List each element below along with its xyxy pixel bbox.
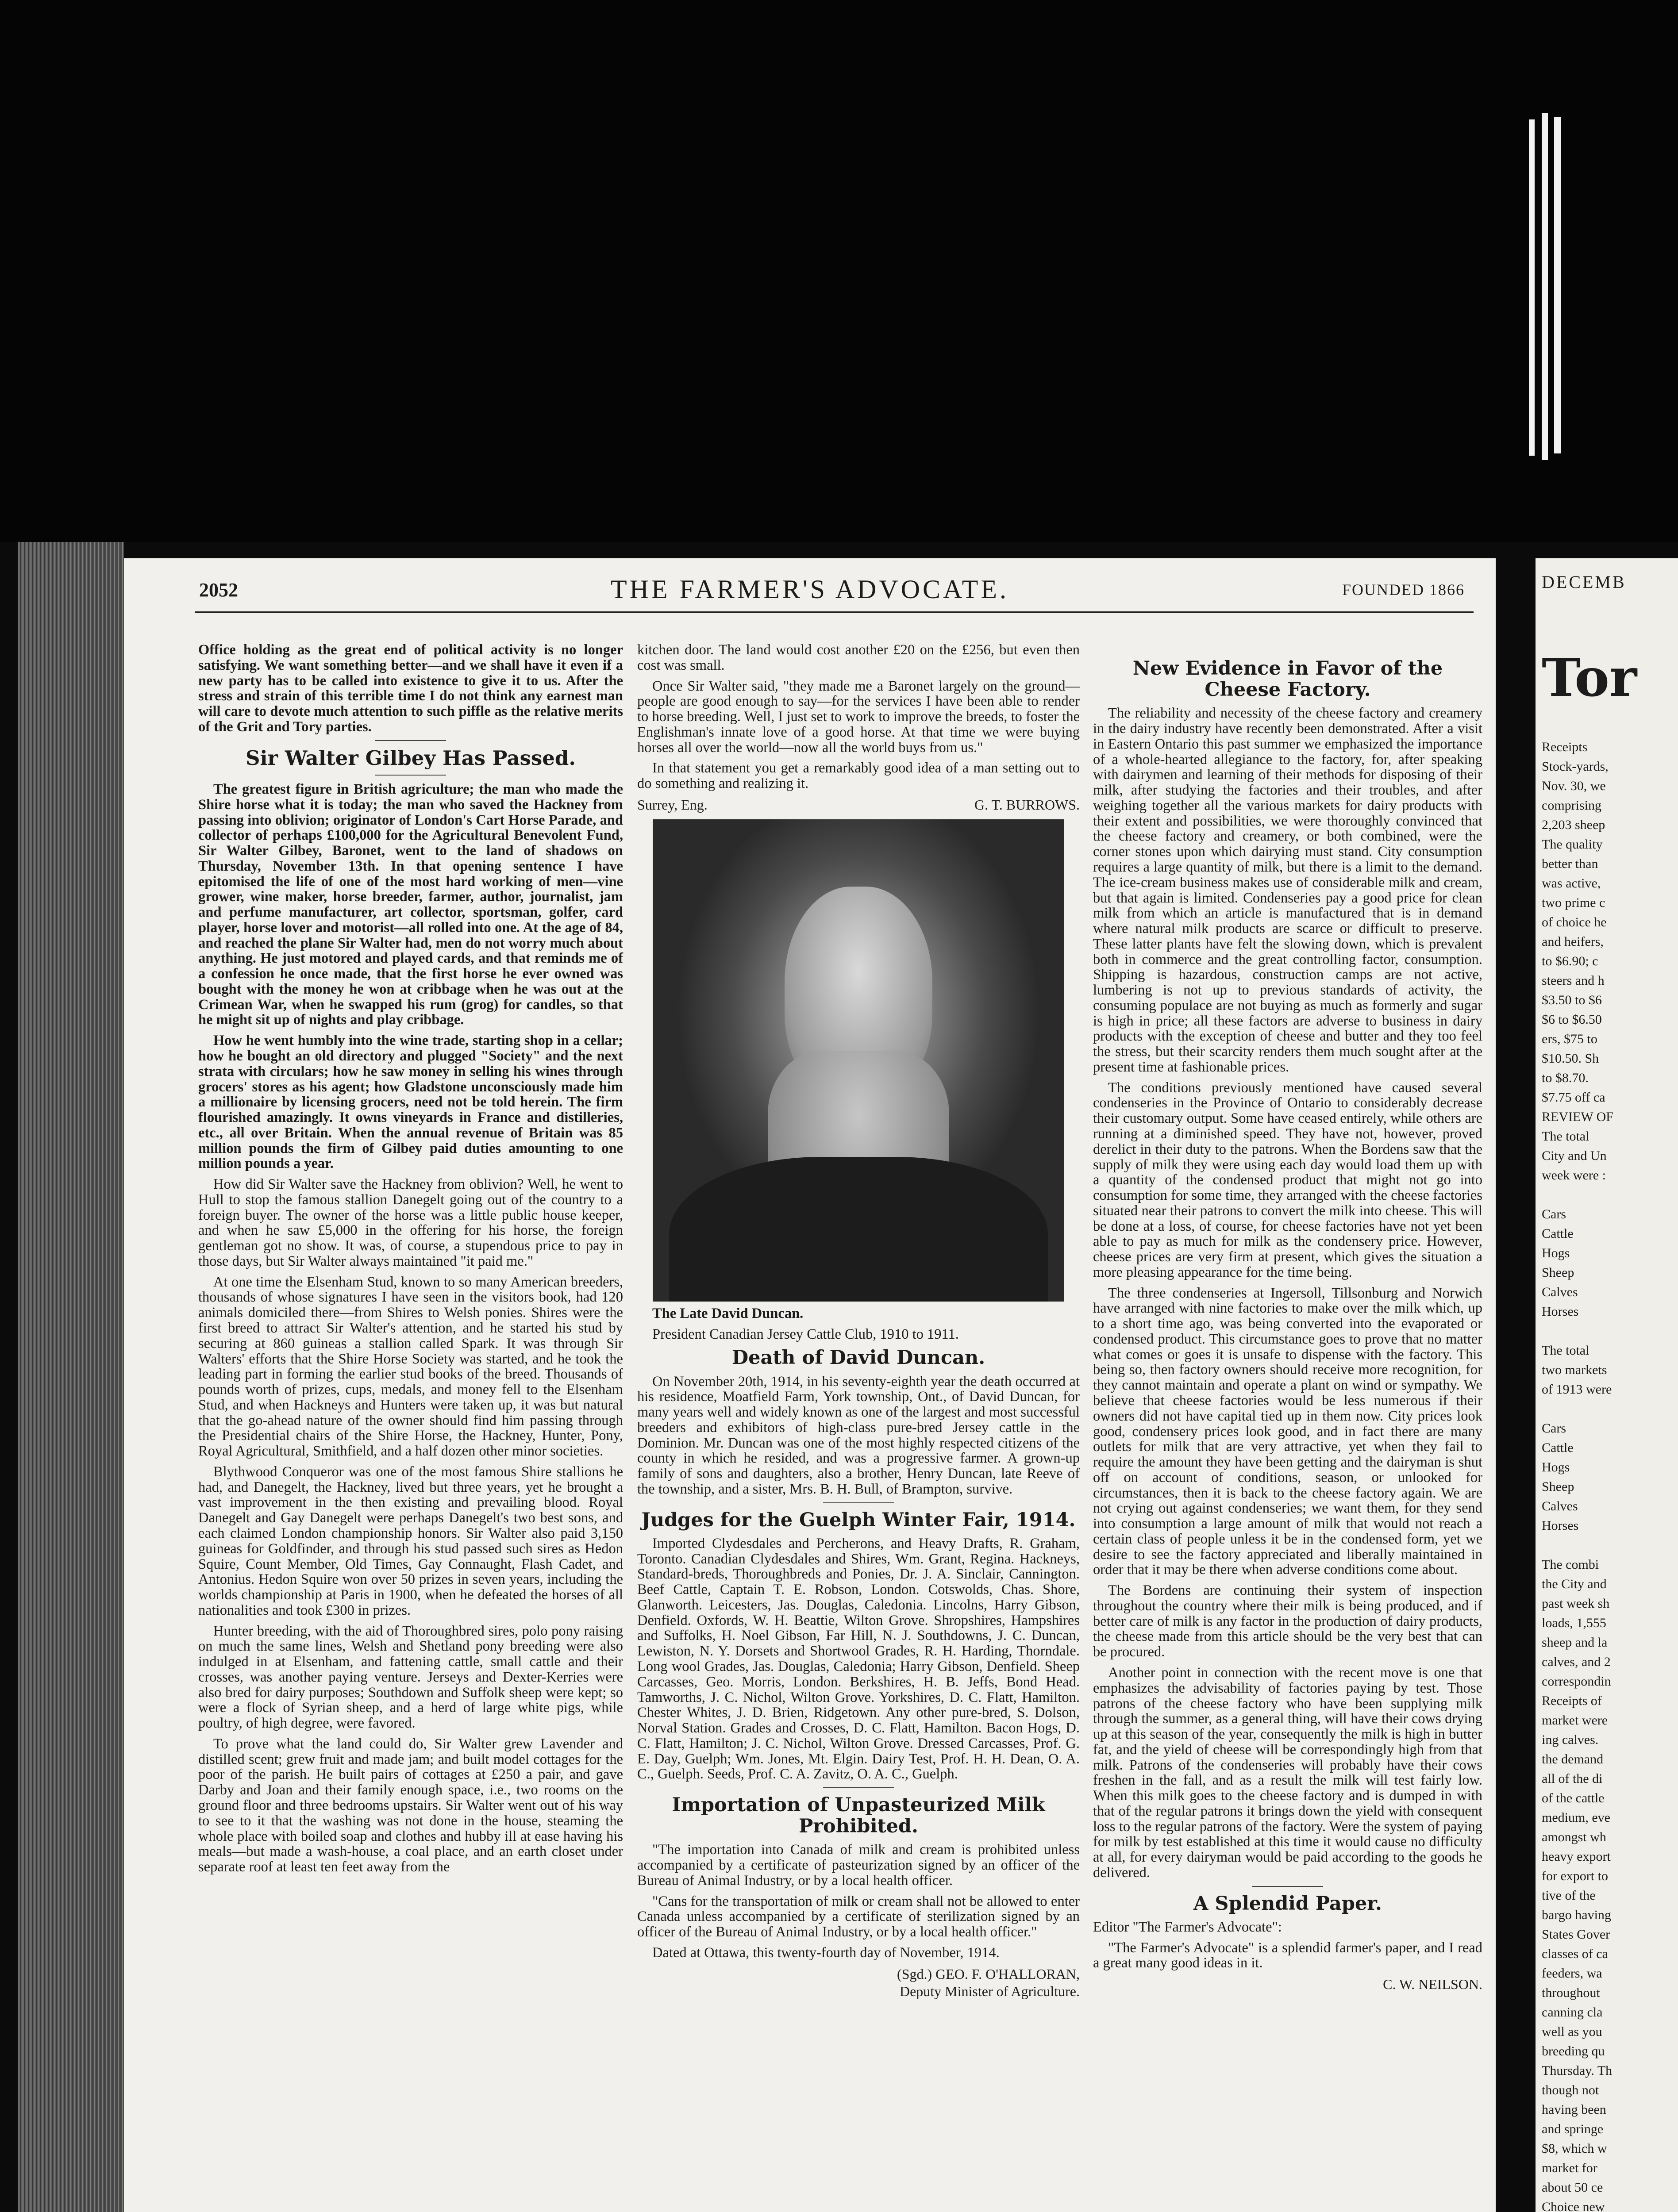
divider bbox=[375, 740, 446, 741]
adjacent-page-line: Cattle bbox=[1542, 1440, 1574, 1455]
photo-caption-title: The Late David Duncan. bbox=[652, 1305, 804, 1321]
adjacent-page-line: having been bbox=[1542, 2102, 1606, 2117]
milk-signature-title: Deputy Minister of Agriculture. bbox=[899, 1983, 1080, 1999]
divider bbox=[1252, 1886, 1323, 1887]
adjacent-page-line: well as you bbox=[1542, 2024, 1602, 2039]
adjacent-page-line: of the cattle bbox=[1542, 1791, 1605, 1805]
intro-paragraph: Office holding as the great end of political activity is no longer satisfying. We want something better—and we shall have it even if a new party has to be called into existence to give it to us. After the stress and strain of this terrible time I do not think any earnest man will care to devote much attention to such piffle as the relative merits of the Grit and Tory parties. bbox=[198, 642, 623, 735]
adjacent-page-line: Hogs bbox=[1542, 1460, 1570, 1475]
portrait-coat bbox=[669, 1157, 1048, 1302]
paper-signature: C. W. NEILSON. bbox=[1383, 1976, 1482, 1993]
adjacent-page-line: heavy export bbox=[1542, 1849, 1611, 1864]
judges-heading: Judges for the Guelph Winter Fair, 1914. bbox=[641, 1509, 1076, 1531]
gilbey-paragraph: How did Sir Walter save the Hackney from oblivion? Well, he went to Hull to stop the famous stallion Danegelt going out of the country to a foreign buyer. The owner of the horse was a little public house keeper, and when he saw £5,000 in the offering for his horse, the foreign gentleman got no show. It was, of course, a stupendous price to pay in those days, but Sir Walter always maintained "it paid me." bbox=[198, 1176, 623, 1269]
gilbey-paragraph: To prove what the land could do, Sir Walter grew Lavender and distilled scent; grew fruit and made jam; and built model cottages for the poor of the parish. He built pairs of cottages at £250 a pair, and gave Darby and Joan and their family enough space, i.e., two rooms on the ground floor and three bedrooms upstairs. Sir Walter went out of his way to see to it that the washing was not done in the house, steaming the whole place with boiled soap and clothes and hubby ill at ease having his meals—but made a wash-house, a coal place, and an earth closet under separate roof at least ten feet away from the bbox=[198, 1736, 623, 1875]
cheese-paragraph: The Bordens are continuing their system of inspection throughout the country where their milk is being produced, and if better care of milk is any factor in the production of dairy products, the cheese made from this article should be the very best that can be procured. bbox=[1093, 1582, 1482, 1660]
adjacent-page-line: of choice he bbox=[1542, 915, 1607, 929]
adjacent-page-line: for export to bbox=[1542, 1869, 1608, 1883]
adjacent-page-line: market were bbox=[1542, 1713, 1608, 1728]
photo-caption-subtitle: President Canadian Jersey Cattle Club, 1910 to 1911. bbox=[652, 1326, 959, 1342]
adjacent-page-line: The quality bbox=[1542, 837, 1603, 852]
adjacent-page-line bbox=[1542, 1187, 1674, 1207]
adjacent-page-line: Horses bbox=[1542, 1518, 1579, 1533]
adjacent-page-line: correspondin bbox=[1542, 1674, 1611, 1689]
gilbey-continued: In that statement you get a remarkably good idea of a man setting out to do something and realizing it. bbox=[637, 760, 1080, 792]
adjacent-page-line: 2,203 sheep bbox=[1542, 818, 1605, 832]
cheese-paragraph: The reliability and necessity of the cheese factory and creamery in the dairy industry have recently been demonstrated. After a visit in Eastern Ontario this past summer we emphasized the importance of a whole-hearted allegiance to the factory, for, after speaking with dairymen and learning of their methods for disposing of their milk, after studying the factories and their troubles, and after weighing together all the various markets for dairy products with their extent and possibilities, we were thoroughly convinced that the cheese factory and creamery, or both combined, were the corner stones upon which dairying must stand. City consumption requires a large quantity of milk, but there is a limit to the demand. The ice-cream business makes use of considerable milk and cream, but that again is limited. Condenseries pay a good price for clean milk from which an article is manufactured that is in demand where natural milk products are scarce or difficult to preserve. These latter plants have felt the slowing down, which is prevalent both in commerce and the great controlling factor, consumption. Shipping is hazardous, construction camps are not active, lumbering is not up to previous standards of activity, the consuming populace are not buying as much as formerly and sugar is high in price; all these factors are adverse to business in dairy products with the exception of cheese and butter and they too feel the stress, but their scarcity renders them much sought after at the present time at fashionable prices. bbox=[1093, 705, 1482, 1075]
milk-signature: (Sgd.) GEO. F. O'HALLORAN, bbox=[897, 1966, 1080, 1982]
adjacent-page-line: loads, 1,555 bbox=[1542, 1616, 1606, 1630]
adjacent-page-line: $8, which w bbox=[1542, 2141, 1607, 2156]
milk-paragraph: Dated at Ottawa, this twenty-fourth day of November, 1914. bbox=[652, 1945, 1000, 1961]
adjacent-page-line: steers and h bbox=[1542, 973, 1605, 988]
cheese-paragraph: The conditions previously mentioned have caused several condenseries in the Province of Ontario to considerably decrease their customary output. Some have ceased entirely, while others are running at a diminished speed. They have not, however, proved derelict in their duty to the patrons. When the Bordens saw that the supply of milk they were using each day would load them up with a quantity of the condensed product that might not go into consumption for some time, they arranged with the cheese factories situated near their patrons to convert the milk into cheese. This will be done at a loss, of course, for cheese factories have not yet been able to pay as much for milk as the condensery price. However, cheese prices are very firm at present, which gives the situation a more pleasing appearance for the time being. bbox=[1093, 1079, 1482, 1280]
film-edge-mark bbox=[1529, 119, 1535, 456]
duncan-paragraph: On November 20th, 1914, in his seventy-eighth year the death occurred at his residence, Moatfield Farm, York township, Ont., of David Duncan, for many years well and widely known as one of the largest and most successful breeders and exhibitors of high-class pure-bred Jersey cattle in the Dominion. Mr. Duncan was one of the most highly respected citizens of the county in which he resided, and was a progressive farmer. A grown-up family of sons and daughters, also a brother, Henry Duncan, late Reeve of the township, and a sister, Mrs. B. H. Bull, of Brampton, survive. bbox=[637, 1373, 1080, 1497]
adjacent-page-line: Horses bbox=[1542, 1304, 1579, 1319]
divider bbox=[823, 1787, 894, 1788]
adjacent-page-line: to $8.70. bbox=[1542, 1071, 1589, 1085]
founded-line: FOUNDED 1866 bbox=[1342, 581, 1465, 599]
column-3 bbox=[1093, 653, 1482, 1993]
adjacent-page-text bbox=[1542, 740, 1674, 2212]
adjacent-page-line: and heifers, bbox=[1542, 934, 1604, 949]
cheese-paragraph: Another point in connection with the recent move is one that emphasizes the advisability of factories paying by test. Those patrons of the cheese factory who have been supplying milk through the summer, as a general thing, will have their cows drying up at this season of the year, consequently the milk is high in butter fat, and the yield of cheese will be correspondingly high from that milk. Patrons of the condenseries will probably have their cows freshen in the fall, and as a result the milk will test fairly low. When this milk goes to the cheese factory and is dumped in with that of the regular patrons it brings down the yield with consequent loss to the regular patrons of the factory. Were the system of paying for milk by test established at this time it would cause no difficulty at all, for every dairyman would be paid according to the goods he delivered. bbox=[1093, 1665, 1482, 1881]
newspaper-page bbox=[124, 558, 1496, 2212]
adjacent-page-line bbox=[1542, 1402, 1674, 1421]
adjacent-page-line: calves, and 2 bbox=[1542, 1655, 1611, 1669]
adjacent-page-line: Sheep bbox=[1542, 1265, 1574, 1280]
adjacent-page-line: $7.75 off ca bbox=[1542, 1090, 1605, 1105]
adjacent-page-line: though not bbox=[1542, 2083, 1599, 2097]
adjacent-page-line: ers, $75 to bbox=[1542, 1032, 1597, 1046]
adjacent-page-line: The total bbox=[1542, 1129, 1589, 1144]
adjacent-page-line: $3.50 to $6 bbox=[1542, 993, 1602, 1007]
cheese-heading: New Evidence in Favor of the Cheese Factory. bbox=[1132, 657, 1443, 701]
adjacent-page-line: City and Un bbox=[1542, 1148, 1607, 1163]
gilbey-continued: kitchen door. The land would cost another £20 on the £256, but even then cost was small. bbox=[637, 642, 1080, 673]
gilbey-continued: Once Sir Walter said, "they made me a Baronet largely on the ground—people are good enough to say—for the services I have been able to render to horse breeding. Well, I just set to work to improve the breeds, to foster the Englishman's innate love of a good horse. At that time we were buying horses all over the world—now all the world buys from us." bbox=[637, 678, 1080, 756]
divider bbox=[375, 775, 446, 776]
duncan-heading: Death of David Duncan. bbox=[731, 1347, 985, 1369]
adjacent-page-line: canning cla bbox=[1542, 2005, 1603, 2020]
milk-paragraph: "Cans for the transportation of milk or cream shall not be allowed to enter Canada unless accompanied by a certificate of sterilization signed by an officer of the Bureau of Animal Industry, or by a local health officer." bbox=[637, 1893, 1080, 1940]
gilbey-paragraph: The greatest figure in British agriculture; the man who made the Shire horse what it is today; the man who saved the Hackney from passing into oblivion; originator of London's Cart Horse Parade, and collector of perhaps £100,000 for the Agricultural Benevolent Fund, Sir Walter Gilbey, Baronet, went to the land of shadows on Thursday, November 13th. In that opening sentence I have epitomised the life of one of the most hard working of men—vine grower, wine maker, horse breeder, farmer, author, journalist, jam and perfume manufacturer, art collector, sportsman, golfer, card player, horse lover and motorist—all rolled into one. At the age of 84, and reached the plane Sir Walter had, men do not worry much about anything. He just motored and played cards, and that reminds me of a confession he once made, that the first horse he ever owned was bought with the money he won at cribbage when he was out at the Crimean War, when he swapped his rum (grog) for candles, so that he might sit up of nights and play cribbage. bbox=[198, 781, 623, 1028]
adjacent-page-line: feeders, wa bbox=[1542, 1966, 1602, 1981]
adjacent-page-line: Cars bbox=[1542, 1207, 1566, 1221]
adjacent-page-line: Thursday. Th bbox=[1542, 2063, 1613, 2078]
adjacent-page-line: medium, eve bbox=[1542, 1810, 1610, 1825]
adjacent-page-line: Calves bbox=[1542, 1285, 1578, 1299]
header-rule bbox=[195, 611, 1474, 613]
column-1 bbox=[198, 642, 623, 1880]
adjacent-page-line: Cattle bbox=[1542, 1226, 1574, 1241]
paper-heading: A Splendid Paper. bbox=[1193, 1892, 1382, 1915]
adjacent-page-header: DECEMB bbox=[1542, 572, 1626, 592]
page-header bbox=[124, 558, 1496, 607]
gilbey-heading: Sir Walter Gilbey Has Passed. bbox=[245, 746, 576, 770]
adjacent-page-line: two prime c bbox=[1542, 895, 1605, 910]
adjacent-page-line: two markets bbox=[1542, 1363, 1607, 1377]
adjacent-page-line: Hogs bbox=[1542, 1246, 1570, 1260]
signature-name: G. T. BURROWS. bbox=[974, 796, 1080, 813]
adjacent-page-line: Sheep bbox=[1542, 1479, 1574, 1494]
adjacent-page-line: to $6.90; c bbox=[1542, 954, 1598, 968]
adjacent-page-line: breeding qu bbox=[1542, 2044, 1605, 2058]
adjacent-page-line: market for bbox=[1542, 2161, 1597, 2175]
adjacent-page-line: classes of ca bbox=[1542, 1947, 1608, 1961]
film-edge-mark bbox=[1542, 113, 1548, 460]
gilbey-paragraph: Blythwood Conqueror was one of the most famous Shire stallions he had, and Danegelt, the Hackney, lived but three years, yet he brought a vast improvement in the then existing and prevailing blood. Royal Danegelt and Gay Danegelt were perhaps Danegelt's two best sons, and each claimed London championship honors. Sir Walter also paid 3,150 guineas for Goldfinder, and through his stud passed such sires as Hedon Squire, Count Member, Old Times, Gay Connaught, Flash Cadet, and Antonius. Hedon Squire won over 50 prizes in seven years, including the worlds championship at Paris in 1900, when he defeated the horses of all nationalities and took £300 in prizes. bbox=[198, 1463, 623, 1618]
gilbey-paragraph: Hunter breeding, with the aid of Thoroughbred sires, polo pony raising on much the same lines, Welsh and Shetland pony breeding were also indulged in at Elsenham, and fattening cattle, small cattle and their crosses, was another paying venture. Jerseys and Dexter-Kerries were also bred for dairy purposes; Southdown and Suffolk sheep were kept; so were a flock of Syrian sheep, and a herd of large white pigs, while poultry, of high degree, were favored. bbox=[198, 1623, 623, 1732]
adjacent-page-line: better than bbox=[1542, 856, 1598, 871]
gilbey-paragraph: At one time the Elsenham Stud, known to so many American breeders, thousands of whose signatures I have seen in the visitors book, had 120 animals domiciled there—from Shires to Welsh ponies. Shires were the first breed to attract Sir Walter's attention, and he started his stud by securing at 860 guineas a stallion called Spark. It was through Sir Walters' efforts that the Shire Horse Society was started, and he took the leading part in forming the earlier stud books of the breed. Thousands of pounds worth of prizes, cups, medals, and money fell to the Elsenham Stud, and when Hackneys and Hunters were taken up, it was but natural that the go-ahead nature of the owner should find him passing through the Presidential chairs of the Shire Horse, the Hackney, Hunter, Pony, Royal Agricultural, Smithfield, and a half dozen other minor societies. bbox=[198, 1274, 623, 1459]
adjacent-page-line: The total bbox=[1542, 1343, 1589, 1358]
adjacent-page-line bbox=[1542, 1324, 1674, 1343]
adjacent-page-line: Cars bbox=[1542, 1421, 1566, 1436]
signature-place: Surrey, Eng. bbox=[637, 796, 708, 813]
column-2 bbox=[637, 642, 1080, 2001]
adjacent-page-line: sheep and la bbox=[1542, 1635, 1608, 1650]
adjacent-page-line: Receipts of bbox=[1542, 1694, 1602, 1708]
adjacent-page-line: throughout bbox=[1542, 1985, 1600, 2000]
milk-paragraph: "The importation into Canada of milk and cream is prohibited unless accompanied by a certificate of pasteurization signed by an officer of the Bureau of Animal Industry, or by a local health officer. bbox=[637, 1842, 1080, 1889]
paper-paragraph: Editor "The Farmer's Advocate": bbox=[1093, 1919, 1282, 1935]
portrait-photo bbox=[653, 819, 1064, 1302]
adjacent-page-line: Choice new bbox=[1542, 2200, 1605, 2212]
adjacent-page-line: all of the di bbox=[1542, 1771, 1603, 1786]
adjacent-page-line: States Gover bbox=[1542, 1927, 1610, 1942]
adjacent-page-line: amongst wh bbox=[1542, 1830, 1606, 1844]
adjacent-page-line: Receipts bbox=[1542, 740, 1588, 754]
judges-paragraph: Imported Clydesdales and Percherons, and Heavy Drafts, R. Graham, Toronto. Canadian Clydesdales and Shires, Wm. Grant, Regina. Hackneys, Standard-breds, Thoroughbreds and Ponies, Dr. J. A. Sinclair, Cannington. Beef Cattle, Captain T. E. Robson, London. Cotswolds, Chas. Shore, Glanworth. Leicesters, Jas. Douglas, Caledonia. Lincolns, Harry Gibson, Denfield. Oxfords, W. H. Beattie, Wilton Grove. Shropshires, Hampshires and Suffolks, H. Noel Gibson, Far Hill, N. J. Southdowns, J. C. Duncan, Lewiston, N. Y. Dorsets and Shortwool Grades, R. H. Harding, Thorndale. Long wool Grades, Jas. Douglas, Caledonia; Harry Gibson, Denfield. Sheep Carcasses, Geo. Morris, London. Berkshires, H. B. Jeffs, Bond Head. Tamworths, J. C. Nichol, Wilton Grove. Yorkshires, D. C. Flatt, Hamilton. Chester Whites, J. D. Brien, Ridgetown. Any other pure-bred, S. Dolson, Norval Station. Grades and Crosses, D. C. Flatt, Hamilton. Bacon Hogs, D. C. Flatt, Hamilton; J. C. Nichol, Wilton Grove. Dressed Carcasses, Prof. G. E. Day, Guelph; Wm. Jones, Mt. Elgin. Dairy Test, Prof. H. H. Dean, O. A. C., Guelph. Seeds, Prof. C. A. Zavitz, O. A. C., Guelph. bbox=[637, 1535, 1080, 1782]
adjacent-page-line: ing calves. bbox=[1542, 1732, 1599, 1747]
scanner-background bbox=[0, 0, 1678, 542]
film-edge-mark bbox=[1554, 117, 1561, 453]
signature-line bbox=[637, 797, 1080, 813]
milk-heading: Importation of Unpasteurized Milk Prohibited. bbox=[672, 1794, 1045, 1838]
adjacent-page-line: past week sh bbox=[1542, 1596, 1610, 1611]
adjacent-page-line: $6 to $6.50 bbox=[1542, 1012, 1602, 1027]
adjacent-page-line: the demand bbox=[1542, 1752, 1604, 1767]
divider bbox=[823, 1502, 894, 1503]
book-page-edges bbox=[18, 542, 124, 2212]
adjacent-page bbox=[1536, 558, 1678, 2212]
adjacent-page-line: $10.50. Sh bbox=[1542, 1051, 1599, 1066]
adjacent-page-line: tive of the bbox=[1542, 1888, 1596, 1903]
gilbey-paragraph: How he went humbly into the wine trade, starting shop in a cellar; how he bought an old directory and plugged "Society" and the next strata with circulars; how he saw money in selling his wines through grocers' stores as his agent; how Gladstone unconsciously made him a millionaire by licensing grocers, need not be told herein. The firm flourished amazingly. It owns vineyards in France and distilleries, etc., all over Britain. When the annual revenue of Britain was 85 million pounds the firm of Gilbey paid duties amounting to one million pounds a year. bbox=[198, 1033, 623, 1172]
adjacent-page-line: and springe bbox=[1542, 2122, 1604, 2136]
adjacent-page-line: Calves bbox=[1542, 1499, 1578, 1513]
adjacent-page-line: about 50 ce bbox=[1542, 2180, 1603, 2195]
page-number: 2052 bbox=[199, 579, 238, 601]
adjacent-page-line bbox=[1542, 1538, 1674, 1557]
adjacent-page-line: comprising bbox=[1542, 798, 1601, 813]
adjacent-page-line: The combi bbox=[1542, 1557, 1599, 1572]
adjacent-page-line: was active, bbox=[1542, 876, 1601, 891]
adjacent-page-line: of 1913 were bbox=[1542, 1382, 1612, 1397]
masthead: THE FARMER'S ADVOCATE. bbox=[610, 575, 1009, 604]
adjacent-page-line: week were : bbox=[1542, 1168, 1606, 1183]
paper-paragraph: "The Farmer's Advocate" is a splendid farmer's paper, and I read a great many good ideas in it. bbox=[1093, 1939, 1482, 1971]
adjacent-page-line: the City and bbox=[1542, 1577, 1607, 1591]
adjacent-page-line: Nov. 30, we bbox=[1542, 779, 1606, 793]
adjacent-page-line: Stock-yards, bbox=[1542, 759, 1609, 774]
adjacent-page-line: bargo having bbox=[1542, 1908, 1611, 1922]
cheese-paragraph: The three condenseries at Ingersoll, Tillsonburg and Norwich have arranged with nine factories to make over the milk which, up to a short time ago, was being converted into the evaporated or condensed product. This circumstance goes to prove that no matter what comes or goes it is unsafe to dispense with the factory. This being so, then factory owners should receive more recognition, for they cannot maintain and operate a plant on wind or sympathy. We believe that cheese factories would be less numerous if their owners did not have capital tied up in them now. City prices look good, condensery prices look good, and in fact there are many outlets for milk that are very attractive, yet when they fail to require the amount they have been getting and the dairyman is shut off on account of conditions, season, or unlooked for circumstances, then it is back to the cheese factory again. We are not crying out against condenseries; we want them, for they send into consumption a large amount of milk that would not reach a certain class of people unless it be in the condensed form, yet we desire to see the factory appreciated and liberally maintained in order that it may be there when adverse conditions come about. bbox=[1093, 1285, 1482, 1578]
adjacent-page-line: REVIEW OF bbox=[1542, 1110, 1613, 1124]
adjacent-page-title: Tor bbox=[1542, 647, 1637, 708]
